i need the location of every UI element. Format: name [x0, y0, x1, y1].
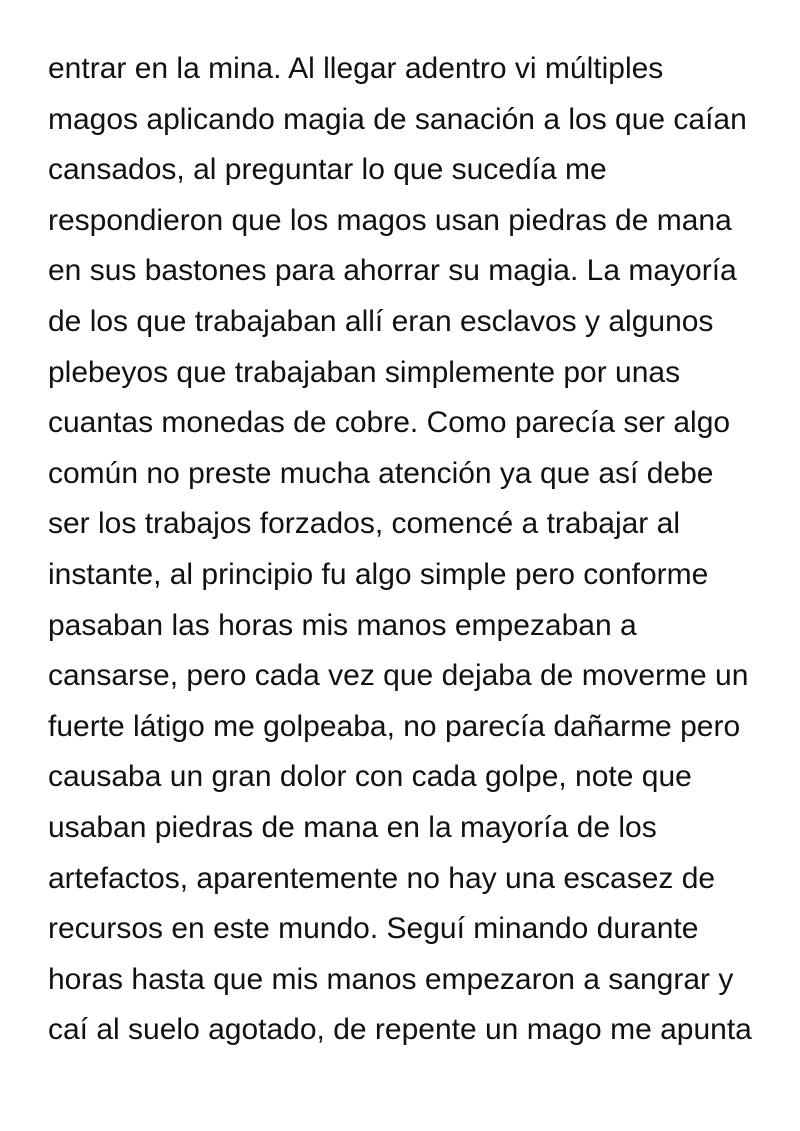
text-line: magos aplicando magia de sanación a los que caían — [48, 102, 747, 136]
text-line: entrar en la mina. Al llegar adentro vi múltiples — [48, 52, 664, 85]
text-line: plebeyos que trabajaban simplemente por unas — [48, 355, 681, 389]
text-line: en sus bastones para ahorrar su magia. La mayoría — [48, 254, 737, 288]
text-line: artefactos, aparentemente no hay una escasez de — [48, 861, 716, 895]
text-line: caí al suelo agotado, de repente un mago me apunta — [48, 1013, 752, 1047]
text-line: cuantas monedas de cobre. Como parecía ser algo — [48, 406, 731, 440]
text-line: usaban piedras de mana en la mayoría de los — [48, 810, 657, 844]
text-line: cansarse, pero cada vez que dejaba de moverme un — [48, 659, 749, 693]
text-line: respondieron que los magos usan piedras de mana — [48, 203, 732, 237]
text-line: recursos en este mundo. Seguí minando durante — [48, 912, 699, 946]
text-line: de los que trabajaban allí eran esclavos y algunos — [48, 304, 714, 338]
text-line: ser los trabajos forzados, comencé a trabajar al — [48, 507, 680, 541]
text-line: horas hasta que mis manos empezaron a sangrar y — [48, 962, 734, 996]
text-line: instante, al principio fu algo simple pero conforme — [48, 557, 709, 591]
text-line: pasaban las horas mis manos empezaban a — [48, 608, 637, 642]
text-line: fuerte látigo me golpeaba, no parecía dañarme pero — [48, 709, 741, 743]
text-line: común no preste mucha atención ya que así debe — [48, 456, 714, 490]
text-line: cansados, al preguntar lo que sucedía me — [48, 153, 607, 187]
body-text — [48, 44, 788, 1056]
text-line: causaba un gran dolor con cada golpe, note que — [48, 760, 692, 794]
